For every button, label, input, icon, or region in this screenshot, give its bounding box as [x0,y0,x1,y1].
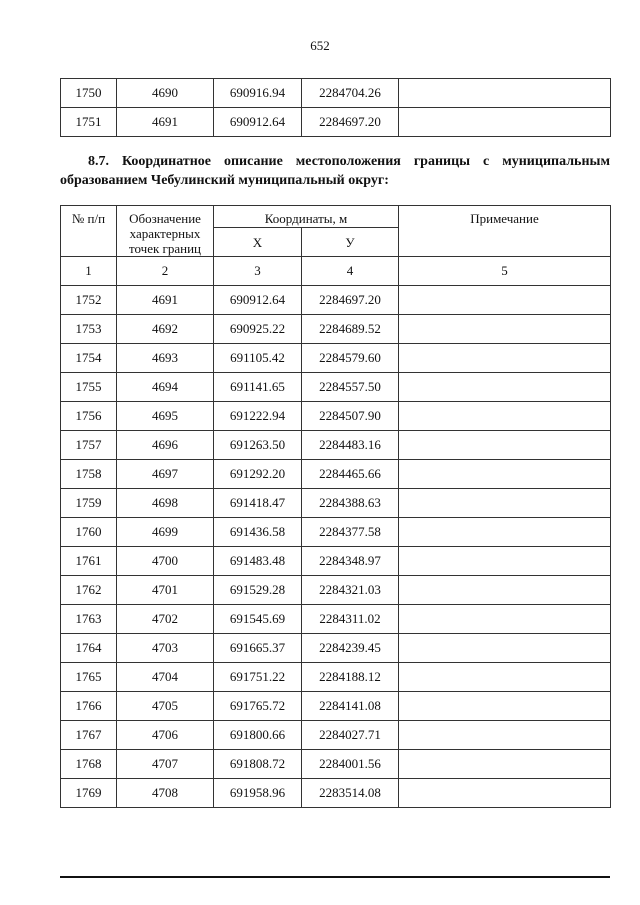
cell-note [399,108,611,137]
cell-y: 2284141.08 [302,692,399,721]
table-row [61,315,611,344]
header-y: У [302,228,399,257]
table-row [61,431,611,460]
cell-x: 691105.42 [214,344,302,373]
cell-number: 1756 [61,402,117,431]
cell-x: 690925.22 [214,315,302,344]
table-row [61,489,611,518]
cell-y: 2284579.60 [302,344,399,373]
cell-x: 690912.64 [214,286,302,315]
coordinates-table-body [61,286,611,808]
cell-y: 2284027.71 [302,721,399,750]
cell-note [399,721,611,750]
cell-note [399,750,611,779]
header-x: X [214,228,302,257]
cell-x: 690916.94 [214,79,302,108]
table-row [61,692,611,721]
cell-point: 4707 [117,750,214,779]
table-row [61,286,611,315]
cell-number: 1759 [61,489,117,518]
continued-table-body [61,79,611,137]
cell-number: 1763 [61,605,117,634]
table-row [61,547,611,576]
cell-number: 1760 [61,518,117,547]
header-row [61,206,611,228]
cell-number: 1750 [61,79,117,108]
cell-note [399,518,611,547]
column-index: 5 [399,257,611,286]
cell-number: 1761 [61,547,117,576]
cell-point: 4705 [117,692,214,721]
table-row [61,344,611,373]
cell-y: 2284507.90 [302,402,399,431]
cell-point: 4692 [117,315,214,344]
column-index: 1 [61,257,117,286]
cell-point: 4696 [117,431,214,460]
cell-note [399,605,611,634]
cell-y: 2284483.16 [302,431,399,460]
cell-x: 691958.96 [214,779,302,808]
section-heading-line-1: 8.7. Координатное описание местоположения границы с муниципальным [88,154,610,169]
cell-note [399,460,611,489]
table-row [61,373,611,402]
table-row [61,663,611,692]
cell-y: 2284465.66 [302,460,399,489]
cell-note [399,373,611,402]
bottom-rule [60,876,610,878]
cell-point: 4698 [117,489,214,518]
cell-point: 4704 [117,663,214,692]
cell-note [399,344,611,373]
cell-point: 4690 [117,79,214,108]
header-note: Примечание [399,206,611,257]
table-row [61,779,611,808]
header-designation-line-1: Обозначение [129,211,201,226]
cell-y: 2284704.26 [302,79,399,108]
cell-point: 4699 [117,518,214,547]
table-row [61,79,611,108]
cell-note [399,576,611,605]
cell-y: 2284321.03 [302,576,399,605]
cell-number: 1765 [61,663,117,692]
cell-x: 691665.37 [214,634,302,663]
cell-point: 4702 [117,605,214,634]
cell-point: 4708 [117,779,214,808]
cell-point: 4694 [117,373,214,402]
page-number: 652 [310,38,330,53]
cell-point: 4693 [117,344,214,373]
cell-x: 691765.72 [214,692,302,721]
cell-y: 2284697.20 [302,286,399,315]
column-index-row [61,257,611,286]
cell-x: 690912.64 [214,108,302,137]
cell-x: 691529.28 [214,576,302,605]
cell-note [399,663,611,692]
table-row [61,402,611,431]
cell-number: 1751 [61,108,117,137]
cell-number: 1754 [61,344,117,373]
cell-number: 1764 [61,634,117,663]
cell-x: 691800.66 [214,721,302,750]
cell-y: 2284239.45 [302,634,399,663]
cell-x: 691263.50 [214,431,302,460]
table-row [61,634,611,663]
section-heading-line-2: образованием Чебулинский муниципальный округ: [60,173,389,188]
cell-point: 4706 [117,721,214,750]
table-row [61,605,611,634]
cell-note [399,547,611,576]
cell-number: 1757 [61,431,117,460]
cell-note [399,779,611,808]
table-row [61,721,611,750]
cell-note [399,634,611,663]
cell-x: 691418.47 [214,489,302,518]
cell-note [399,315,611,344]
section-heading [60,152,610,190]
cell-y: 2284311.02 [302,605,399,634]
cell-point: 4701 [117,576,214,605]
cell-number: 1755 [61,373,117,402]
cell-x: 691808.72 [214,750,302,779]
cell-number: 1753 [61,315,117,344]
cell-point: 4697 [117,460,214,489]
cell-note [399,692,611,721]
cell-number: 1768 [61,750,117,779]
header-designation-line-3: точек границ [128,241,202,256]
header-num: № п/п [61,206,117,257]
cell-y: 2284188.12 [302,663,399,692]
cell-y: 2284377.58 [302,518,399,547]
cell-x: 691436.58 [214,518,302,547]
cell-point: 4700 [117,547,214,576]
cell-note [399,79,611,108]
table-row [61,750,611,779]
cell-x: 691751.22 [214,663,302,692]
cell-y: 2284689.52 [302,315,399,344]
cell-point: 4691 [117,286,214,315]
cell-y: 2284697.20 [302,108,399,137]
cell-x: 691545.69 [214,605,302,634]
header-designation-line-2: характерных [129,226,201,241]
cell-y: 2284388.63 [302,489,399,518]
cell-note [399,489,611,518]
cell-number: 1766 [61,692,117,721]
cell-point: 4695 [117,402,214,431]
cell-note [399,402,611,431]
cell-y: 2283514.08 [302,779,399,808]
cell-y: 2284348.97 [302,547,399,576]
table-row [61,460,611,489]
cell-y: 2284557.50 [302,373,399,402]
column-index: 4 [302,257,399,286]
cell-number: 1752 [61,286,117,315]
table-row [61,518,611,547]
coordinates-table [60,205,611,808]
cell-x: 691483.48 [214,547,302,576]
cell-note [399,286,611,315]
header-designation [117,206,214,257]
cell-x: 691292.20 [214,460,302,489]
column-index: 2 [117,257,214,286]
column-index: 3 [214,257,302,286]
cell-number: 1769 [61,779,117,808]
cell-point: 4691 [117,108,214,137]
cell-number: 1762 [61,576,117,605]
cell-note [399,431,611,460]
cell-point: 4703 [117,634,214,663]
header-coords: Координаты, м [214,206,399,228]
table-row [61,576,611,605]
continued-coordinates-table [60,78,611,137]
cell-number: 1767 [61,721,117,750]
cell-x: 691141.65 [214,373,302,402]
table-row [61,108,611,137]
cell-x: 691222.94 [214,402,302,431]
cell-number: 1758 [61,460,117,489]
cell-y: 2284001.56 [302,750,399,779]
